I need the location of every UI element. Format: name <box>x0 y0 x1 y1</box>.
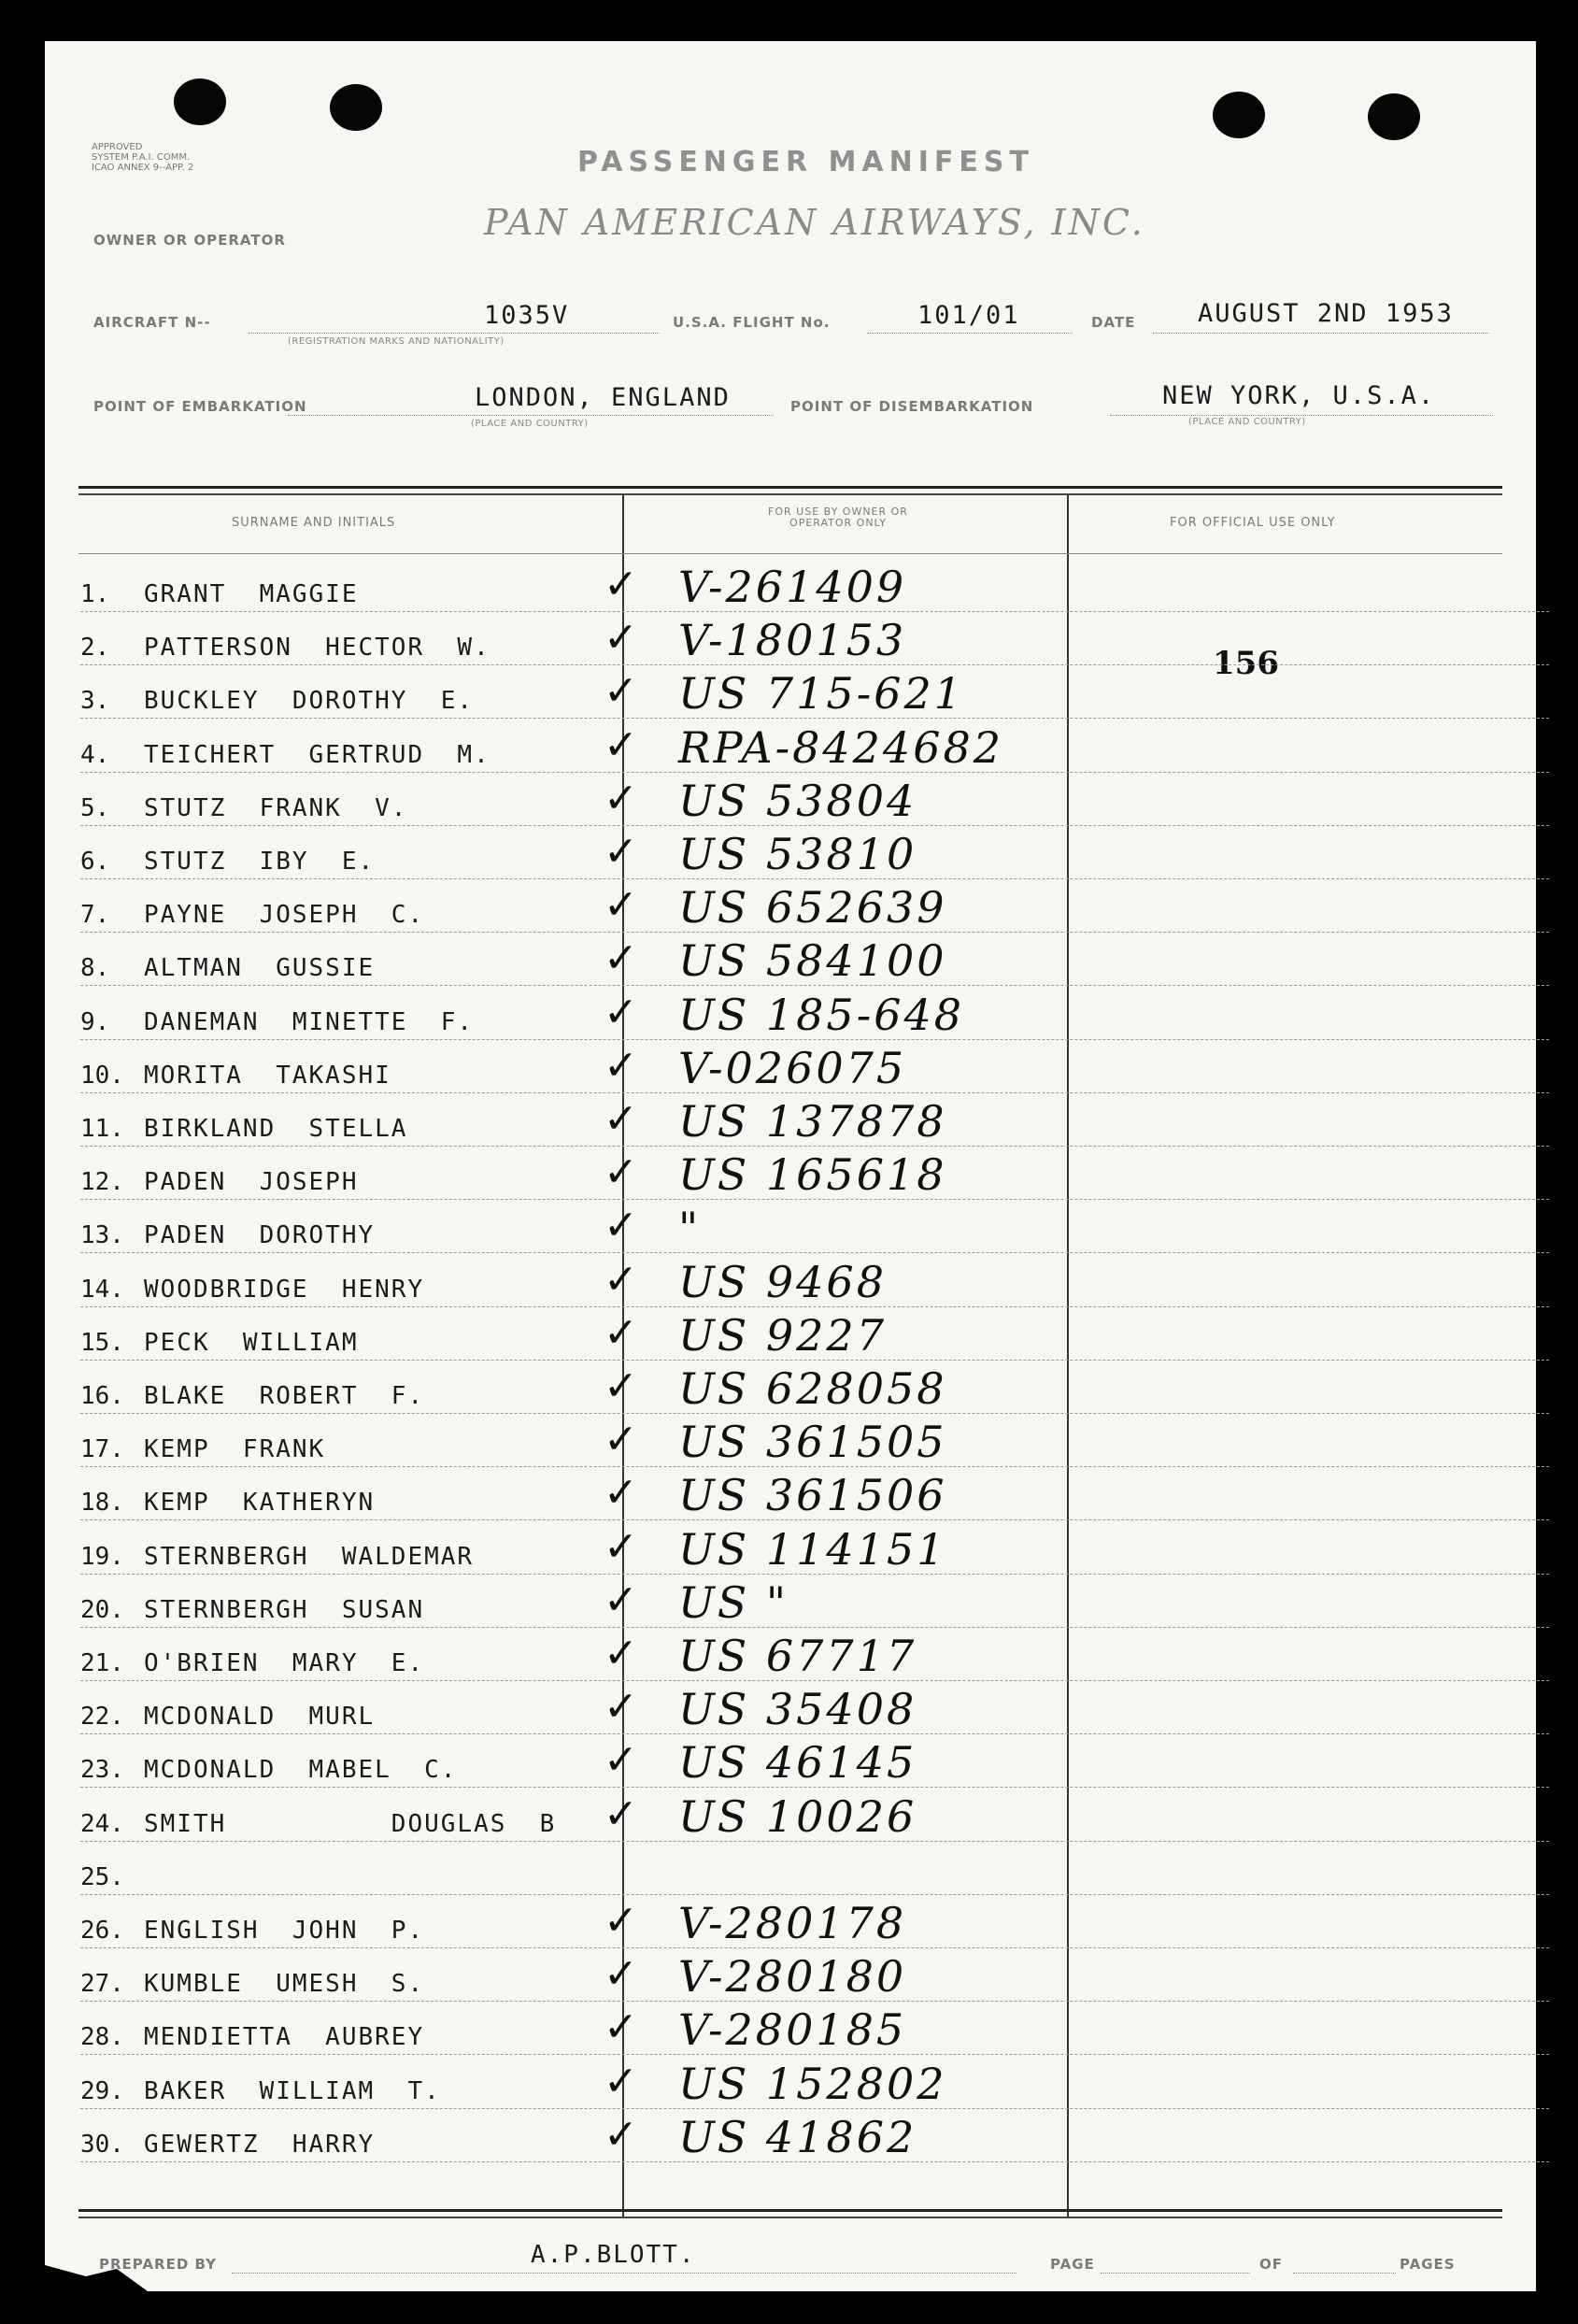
passenger-name: DANEMAN MINETTE F. <box>144 1007 475 1036</box>
check-mark: ✓ <box>604 2110 638 2159</box>
row-number: 10. <box>80 1061 124 1090</box>
col-header-official: FOR OFFICIAL USE ONLY <box>1170 516 1336 530</box>
row-number: 9. <box>80 1007 110 1036</box>
passenger-name: GRANT MAGGIE <box>144 580 359 608</box>
check-mark: ✓ <box>604 774 638 822</box>
passenger-name: O'BRIEN MARY E. <box>144 1649 425 1677</box>
manifest-sheet <box>45 41 1536 2291</box>
check-mark: ✓ <box>604 1736 638 1785</box>
aircraft-rule <box>249 333 660 334</box>
travel-document-number: V-180153 <box>678 615 907 666</box>
check-mark: ✓ <box>604 1148 638 1197</box>
travel-document-number: V-280178 <box>678 1898 907 1948</box>
check-mark: ✓ <box>604 720 638 769</box>
table-row <box>80 1040 1549 1093</box>
page-rule <box>1101 2273 1250 2274</box>
table-row <box>80 1254 1549 1307</box>
travel-document-number: US 9468 <box>678 1256 887 1307</box>
passenger-name: WOODBRIDGE HENRY <box>144 1275 425 1304</box>
approval-note <box>92 142 193 173</box>
travel-document-number: US 361505 <box>678 1417 947 1468</box>
table-row <box>80 1361 1549 1414</box>
passenger-name: PADEN DOROTHY <box>144 1221 376 1250</box>
passenger-name: KUMBLE UMESH S. <box>144 1970 425 1999</box>
embark-sub: (PLACE AND COUNTRY) <box>471 419 589 429</box>
check-mark: ✓ <box>604 1041 638 1090</box>
passenger-name: KEMP KATHERYN <box>144 1489 376 1518</box>
table-row <box>80 1147 1549 1200</box>
table-row <box>80 1307 1549 1361</box>
travel-document-number: V-280185 <box>678 2004 907 2056</box>
table-row <box>80 559 1549 612</box>
passenger-name: PADEN JOSEPH <box>144 1168 359 1197</box>
row-number: 2. <box>80 634 110 663</box>
check-mark: ✓ <box>604 1789 638 1838</box>
table-row <box>80 1948 1549 2002</box>
aircraft-label: AIRCRAFT N-- <box>93 314 211 331</box>
row-number: 24. <box>80 1809 124 1838</box>
row-number: 1. <box>80 580 110 608</box>
travel-document-number: US 53810 <box>678 829 917 879</box>
travel-document-number: " <box>678 1203 702 1254</box>
page-label: PAGE <box>1050 2256 1095 2273</box>
table-bottom-rule <box>78 2209 1502 2212</box>
row-number: 17. <box>80 1435 124 1464</box>
owner-value: PAN AMERICAN AIRWAYS, INC. <box>484 202 1145 243</box>
aircraft-sub: (REGISTRATION MARKS AND NATIONALITY) <box>288 336 505 347</box>
travel-document-number: V-261409 <box>678 562 907 612</box>
passenger-name: BLAKE ROBERT F. <box>144 1382 425 1410</box>
travel-document-number: US 41862 <box>678 2111 917 2162</box>
travel-document-number: US 35408 <box>678 1684 917 1735</box>
row-number: 3. <box>80 687 110 716</box>
passenger-name: SMITH DOUGLAS B <box>144 1809 557 1838</box>
table-row <box>80 665 1549 719</box>
punch-hole-right-2 <box>1368 93 1420 140</box>
table-top-rule-2 <box>78 493 1502 495</box>
passenger-name: BAKER WILLIAM T. <box>144 2076 441 2105</box>
official-note: 156 <box>1213 645 1279 682</box>
passenger-name: STERNBERGH WALDEMAR <box>144 1542 475 1571</box>
check-mark: ✓ <box>604 934 638 983</box>
row-number: 7. <box>80 901 110 930</box>
row-number: 27. <box>80 1970 124 1999</box>
of-label: OF <box>1259 2256 1283 2273</box>
row-number: 18. <box>80 1489 124 1518</box>
travel-document-number: US 361506 <box>678 1470 947 1521</box>
table-row <box>80 1521 1549 1575</box>
travel-document-number: US 185-648 <box>678 989 965 1040</box>
table-top-rule <box>78 486 1502 489</box>
col-header-names: SURNAME AND INITIALS <box>232 516 396 530</box>
embark-rule <box>288 415 774 416</box>
row-number: 28. <box>80 2023 124 2052</box>
travel-document-number: V-280180 <box>678 1951 907 2003</box>
passenger-name: BIRKLAND STELLA <box>144 1115 408 1143</box>
table-row <box>80 1895 1549 1948</box>
page-title: PASSENGER MANIFEST <box>577 146 1034 178</box>
table-bottom-rule-2 <box>78 2217 1502 2218</box>
disembark-value: NEW YORK, U.S.A. <box>1162 381 1436 410</box>
check-mark: ✓ <box>604 1469 638 1518</box>
check-mark: ✓ <box>604 828 638 876</box>
travel-document-number: US 628058 <box>678 1363 947 1414</box>
passenger-name: ALTMAN GUSSIE <box>144 954 376 983</box>
row-number: 5. <box>80 793 110 822</box>
check-mark: ✓ <box>604 1683 638 1732</box>
row-number: 26. <box>80 1917 124 1945</box>
row-number: 20. <box>80 1595 124 1624</box>
disembark-sub: (PLACE AND COUNTRY) <box>1188 417 1306 427</box>
check-mark: ✓ <box>604 1950 638 1999</box>
travel-document-number: US 584100 <box>678 935 947 987</box>
approval-line-1: APPROVED <box>92 142 143 152</box>
table-row <box>80 987 1549 1040</box>
check-mark: ✓ <box>604 881 638 930</box>
aircraft-value: 1035V <box>484 301 570 330</box>
row-number: 13. <box>80 1221 124 1250</box>
table-row <box>80 1842 1549 1895</box>
passenger-name: PECK WILLIAM <box>144 1328 359 1357</box>
row-number: 16. <box>80 1382 124 1410</box>
embark-value: LONDON, ENGLAND <box>475 383 731 412</box>
prepared-value: A.P.BLOTT. <box>531 2241 696 2269</box>
check-mark: ✓ <box>604 1575 638 1624</box>
travel-document-number: US 165618 <box>678 1149 947 1201</box>
flight-rule <box>867 333 1073 334</box>
travel-document-number: V-026075 <box>678 1042 907 1093</box>
check-mark: ✓ <box>604 1522 638 1571</box>
passenger-name: BUCKLEY DOROTHY E. <box>144 687 475 716</box>
approval-line-2: SYSTEM P.A.I. COMM. <box>92 152 191 163</box>
row-number: 30. <box>80 2130 124 2159</box>
punch-hole-right-1 <box>1213 92 1265 138</box>
flight-label: U.S.A. FLIGHT No. <box>673 314 831 331</box>
passenger-name: MORITA TAKASHI <box>144 1061 391 1090</box>
table-row <box>80 1200 1549 1253</box>
table-row <box>80 2002 1549 2055</box>
row-number: 22. <box>80 1703 124 1732</box>
passenger-name: MCDONALD MURL <box>144 1703 376 1732</box>
check-mark: ✓ <box>604 561 638 608</box>
travel-document-number: US 137878 <box>678 1096 947 1147</box>
row-number: 29. <box>80 2076 124 2105</box>
travel-document-number: US 114151 <box>678 1523 947 1575</box>
punch-hole-left-2 <box>330 84 382 131</box>
check-mark: ✓ <box>604 2057 638 2105</box>
travel-document-number: US 46145 <box>678 1737 917 1789</box>
table-row <box>80 1414 1549 1467</box>
row-number: 12. <box>80 1168 124 1197</box>
travel-document-number: US 9227 <box>678 1309 887 1361</box>
approval-line-3: ICAO ANNEX 9--APP. 2 <box>92 163 194 173</box>
table-row <box>80 720 1549 773</box>
passenger-name: STERNBERGH SUSAN <box>144 1595 425 1624</box>
date-rule <box>1153 333 1489 334</box>
check-mark: ✓ <box>604 988 638 1036</box>
check-mark: ✓ <box>604 1202 638 1250</box>
row-number: 11. <box>80 1115 124 1143</box>
table-row <box>80 612 1549 665</box>
passenger-name: PATTERSON HECTOR W. <box>144 634 490 663</box>
table-row <box>80 1575 1549 1628</box>
punch-hole-left-1 <box>174 78 226 125</box>
check-mark: ✓ <box>604 1095 638 1143</box>
date-label: DATE <box>1091 314 1136 331</box>
travel-document-number: RPA-8424682 <box>678 721 1003 773</box>
table-row <box>80 2056 1549 2109</box>
travel-document-number: US " <box>678 1576 789 1628</box>
passenger-name: MENDIETTA AUBREY <box>144 2023 425 2052</box>
passenger-name: KEMP FRANK <box>144 1435 326 1464</box>
check-mark: ✓ <box>604 1308 638 1357</box>
check-mark: ✓ <box>604 667 638 716</box>
date-value: AUGUST 2ND 1953 <box>1198 299 1454 328</box>
disembark-rule <box>1110 415 1493 416</box>
header-underline <box>78 553 1502 554</box>
row-number: 14. <box>80 1275 124 1304</box>
travel-document-number: US 715-621 <box>678 668 965 720</box>
travel-document-number: US 67717 <box>678 1631 917 1681</box>
table-row <box>80 1681 1549 1734</box>
prepared-rule <box>232 2273 1016 2274</box>
table-row <box>80 879 1549 933</box>
passenger-name: STUTZ IBY E. <box>144 848 376 876</box>
check-mark: ✓ <box>604 1255 638 1304</box>
table-row <box>80 1789 1549 1842</box>
table-row <box>80 1467 1549 1520</box>
check-mark: ✓ <box>604 1362 638 1410</box>
row-number: 19. <box>80 1542 124 1571</box>
row-number: 4. <box>80 740 110 769</box>
passenger-name: ENGLISH JOHN P. <box>144 1917 425 1945</box>
travel-document-number: US 152802 <box>678 2058 947 2109</box>
row-number: 15. <box>80 1328 124 1357</box>
table-row <box>80 933 1549 986</box>
check-mark: ✓ <box>604 1897 638 1945</box>
table-row <box>80 773 1549 826</box>
table-row <box>80 2109 1549 2162</box>
pages-label: PAGES <box>1400 2256 1456 2273</box>
passenger-name: TEICHERT GERTRUD M. <box>144 740 490 769</box>
passenger-name: STUTZ FRANK V. <box>144 793 408 822</box>
row-number: 21. <box>80 1649 124 1677</box>
table-row <box>80 1628 1549 1681</box>
passenger-name: GEWERTZ HARRY <box>144 2130 376 2159</box>
row-number: 6. <box>80 848 110 876</box>
check-mark: ✓ <box>604 2003 638 2052</box>
row-number: 23. <box>80 1756 124 1785</box>
owner-label: OWNER OR OPERATOR <box>93 232 286 249</box>
travel-document-number: US 10026 <box>678 1790 917 1842</box>
passenger-name: PAYNE JOSEPH C. <box>144 901 425 930</box>
prepared-label: PREPARED BY <box>99 2256 217 2273</box>
table-row <box>80 1093 1549 1147</box>
table-row <box>80 826 1549 879</box>
row-number: 25. <box>80 1862 124 1891</box>
passenger-name: MCDONALD MABEL C. <box>144 1756 458 1785</box>
check-mark: ✓ <box>604 1630 638 1677</box>
travel-document-number: US 652639 <box>678 882 947 934</box>
col-header-owner: FOR USE BY OWNER OR OPERATOR ONLY <box>768 506 908 529</box>
disembark-label: POINT OF DISEMBARKATION <box>790 398 1034 415</box>
of-rule <box>1293 2273 1396 2274</box>
check-mark: ✓ <box>604 614 638 663</box>
check-mark: ✓ <box>604 1416 638 1464</box>
travel-document-number: US 53804 <box>678 775 917 826</box>
row-number: 8. <box>80 954 110 983</box>
flight-value: 101/01 <box>917 301 1020 330</box>
embark-label: POINT OF EMBARKATION <box>93 398 307 415</box>
table-row <box>80 1734 1549 1788</box>
